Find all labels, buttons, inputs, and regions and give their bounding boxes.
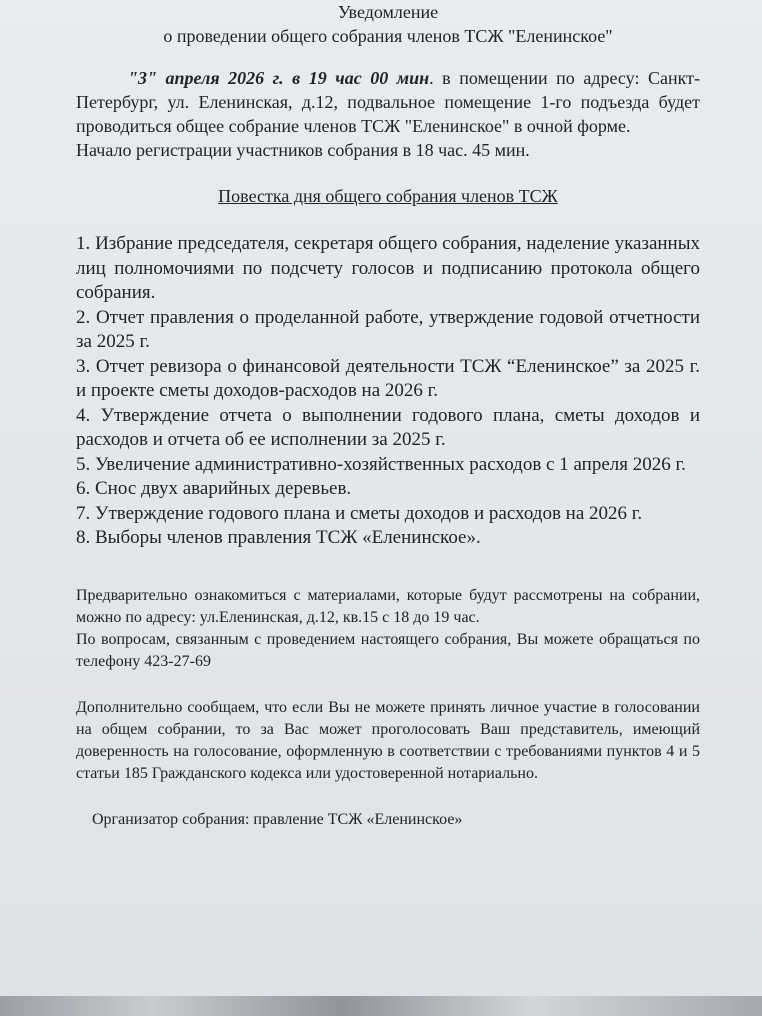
agenda-item: 7. Утверждение годового плана и сметы доходов и расходов на 2026 г. (76, 502, 643, 524)
meeting-details: . в помещении по адресу: Санкт-Петербург, ул. Еленинская, д.12, подвальное помещение 1-го подъезда будет проводиться общее собрание членов ТСЖ "Еленинское" в очной форме. (76, 68, 700, 136)
meeting-datetime: "3" апреля 2026 г. в 19 час 00 мин (128, 68, 430, 88)
organizer-line: Организатор собрания: правление ТСЖ «Еленинское» (92, 810, 463, 828)
notice-content (76, 0, 700, 831)
agenda-item: 2. Отчет правления о проделанной работе, утверждение годовой отчетности за 2025 г. (76, 306, 700, 352)
materials-note: Предварительно ознакомиться с материалами, которые будут рассмотрены на собрании, можно по адресу: ул.Еленинская, д.12, кв.15 с 18 до 19 час. (76, 586, 700, 626)
registration-time: Начало регистрации участников собрания в 18 час. 45 мин. (76, 140, 530, 160)
agenda-title: Повестка дня общего собрания членов ТСЖ (218, 186, 558, 206)
notes-spacer (76, 673, 700, 697)
agenda-item: 4. Утверждение отчета о выполнении годового плана, сметы доходов и расходов и отчета об ее исполнении за 2025 г. (76, 404, 700, 450)
notice-subtitle: о проведении общего собрания членов ТСЖ "Еленинское" (163, 26, 613, 46)
questions-note: По вопросам, связанным с проведением настоящего собрания, Вы можете обращаться по телефону 423-27-69 (76, 630, 700, 670)
agenda-item: 6. Снос двух аварийных деревьев. (76, 478, 352, 499)
background-surface (0, 996, 762, 1016)
notice-title: Уведомление (337, 2, 439, 22)
agenda-item: 5. Увеличение административно-хозяйственных расходов с 1 апреля 2026 г. (76, 453, 686, 475)
agenda-item: 1. Избрание председателя, секретаря общего собрания, наделение указанных лиц полномочиями по подсчету голосов и подписанию протокола общего собрания. (76, 233, 700, 303)
notes-section (76, 585, 700, 785)
proxy-note: Дополнительно сообщаем, что если Вы не можете принять личное участие в голосовании на общем собрании, то за Вас может проголосовать Ваш представитель, имеющий доверенность на голосование, оформленную в соответствии с требованиями пунктов 4 и 5 статьи 185 Гражданского кодекса или удостоверенной нотариально. (76, 698, 700, 782)
meeting-announcement (76, 66, 700, 138)
agenda-item: 3. Отчет ревизора о финансовой деятельности ТСЖ “Еленинское” за 2025 г. и проекте сметы доходов-расходов на 2026 г. (76, 355, 700, 401)
agenda-item: 8. Выборы членов правления ТСЖ «Еленинское». (76, 527, 481, 548)
agenda-list (76, 232, 700, 551)
